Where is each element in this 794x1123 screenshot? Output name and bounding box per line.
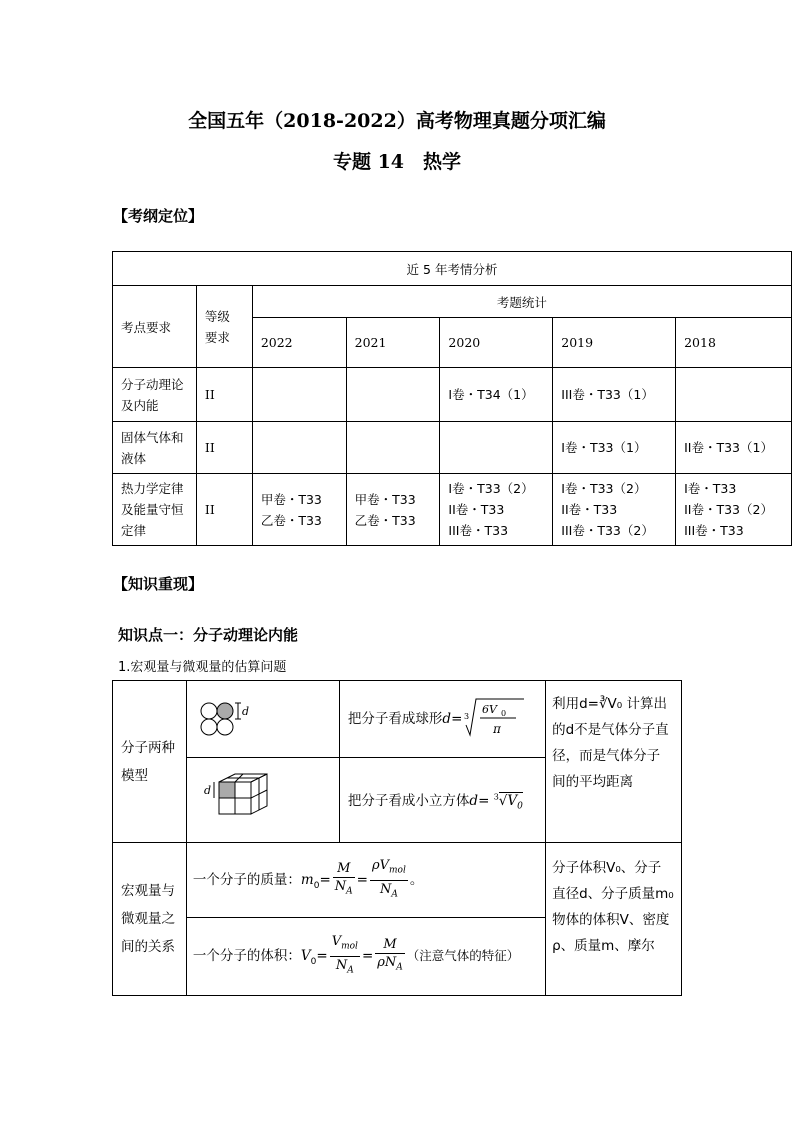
stat-cell bbox=[676, 368, 792, 422]
stat-cell bbox=[346, 474, 440, 546]
model-label-cell: 分子两种模型 bbox=[113, 681, 187, 843]
level-cell: II bbox=[196, 422, 252, 474]
stat-cell bbox=[676, 474, 792, 546]
model-note-cell bbox=[546, 681, 682, 843]
stat-cell bbox=[676, 422, 792, 474]
stat-cell bbox=[553, 368, 676, 422]
stat-cell bbox=[440, 422, 553, 474]
svg-text:6V: 6V bbox=[482, 703, 498, 716]
level-cell: II bbox=[196, 474, 252, 546]
stat-entry: 甲卷・T33 bbox=[260, 491, 322, 507]
topic-cell: 分子动理论及内能 bbox=[113, 368, 197, 422]
section-heading-exam-outline: 【考纲定位】 bbox=[113, 207, 204, 225]
year-header: 2019 bbox=[553, 318, 676, 368]
svg-text:0: 0 bbox=[501, 709, 507, 718]
stat-entry: II卷・T33（1） bbox=[684, 440, 773, 455]
stat-cell bbox=[553, 422, 676, 474]
stat-entry: Ⅰ卷・T33（1） bbox=[561, 440, 647, 455]
table-caption: 近 5 年考情分析 bbox=[113, 252, 792, 286]
stat-cell bbox=[440, 474, 553, 546]
stat-entry: 甲卷・T33 bbox=[354, 491, 416, 507]
stat-entry: II卷・T33 bbox=[448, 502, 505, 517]
sphere-text: 把分子看成球形 bbox=[347, 711, 443, 727]
stat-entry: III卷・T33（2） bbox=[561, 523, 654, 538]
sphere-formula-cell: 把分子看成球形d= 3 6V 0 π bbox=[339, 681, 545, 758]
mass-formula-cell: 一个分子的质量：$m_0=$ $\frac{M}{N_A}$ = $\frac{\rho V_{mol}}{N_A}$ 。 bbox=[186, 843, 545, 918]
topic-cell: 热力学定律及能量守恒定律 bbox=[113, 474, 197, 546]
diagram-d-label: d bbox=[241, 705, 249, 718]
cube-formula-cell: 把分子看成小立方体$d= ^3√V_0$ bbox=[339, 758, 545, 843]
relation-note: 分子体积V₀、分子直径d、分子质量m₀物体的体积V、密度ρ、质量m、摩尔 bbox=[552, 860, 674, 954]
year-header: 2022 bbox=[252, 318, 346, 368]
stat-cell bbox=[252, 368, 346, 422]
document-title: 全国五年（2018-2022）高考物理真题分项汇编 bbox=[188, 110, 606, 132]
relation-note-cell bbox=[546, 843, 682, 996]
model-note: 利用d=∛V₀ 计算出的d不是气体分子直径，而是气体分子间的平均距离 bbox=[552, 696, 669, 790]
stat-cell bbox=[346, 422, 440, 474]
exam-analysis-table bbox=[112, 251, 792, 546]
stat-entry: Ⅰ卷・T33 bbox=[684, 481, 737, 496]
stat-entry: Ⅰ卷・T33（2） bbox=[448, 481, 534, 496]
document-subtitle: 专题 14 热学 bbox=[332, 151, 462, 173]
svg-text:3: 3 bbox=[464, 712, 470, 721]
stat-cell bbox=[252, 474, 346, 546]
stat-cell bbox=[553, 474, 676, 546]
stat-entry: III卷・T33 bbox=[448, 523, 509, 538]
year-header: 2020 bbox=[440, 318, 553, 368]
table-row bbox=[113, 368, 792, 422]
volume-text: 一个分子的体积： bbox=[192, 948, 301, 965]
cube-diagram-cell bbox=[186, 758, 339, 843]
stat-entry: II卷・T33（2） bbox=[684, 502, 773, 517]
header-level: 等级要求 bbox=[196, 286, 252, 368]
stat-cell bbox=[252, 422, 346, 474]
stat-cell bbox=[346, 368, 440, 422]
table-row bbox=[113, 422, 792, 474]
sphere-diagram-cell bbox=[186, 681, 339, 758]
stat-entry: Ⅰ卷・T33（2） bbox=[561, 481, 647, 496]
knowledge-subtitle: 1.宏观量与微观量的估算问题 bbox=[118, 660, 287, 675]
molecule-model-table bbox=[112, 680, 682, 996]
level-cell: II bbox=[196, 368, 252, 422]
cube-d-label: d bbox=[203, 784, 211, 797]
svg-text:π: π bbox=[493, 722, 502, 736]
volume-note: （注意气体的特征） bbox=[406, 948, 520, 964]
stat-entry: Ⅰ卷・T34（1） bbox=[448, 387, 534, 402]
section-heading-knowledge: 【知识重现】 bbox=[113, 575, 204, 593]
year-header: 2021 bbox=[346, 318, 440, 368]
stat-entry: 乙卷・T33 bbox=[354, 512, 416, 528]
cube-model-diagram bbox=[187, 758, 339, 838]
mass-text: 一个分子的质量： bbox=[192, 872, 301, 888]
knowledge-point-title: 知识点一：分子动理论内能 bbox=[118, 626, 299, 644]
topic-cell: 固体气体和液体 bbox=[113, 422, 197, 474]
stat-entry: III卷・T33 bbox=[684, 523, 744, 538]
stat-entry: 乙卷・T33 bbox=[260, 512, 322, 528]
year-header: 2018 bbox=[676, 318, 792, 368]
stat-entry: II卷・T33 bbox=[561, 502, 618, 517]
sphere-formula bbox=[462, 695, 524, 739]
relation-label-cell: 宏观量与微观量之间的关系 bbox=[113, 843, 187, 996]
sphere-model-diagram bbox=[187, 681, 339, 753]
stat-cell bbox=[440, 368, 553, 422]
volume-formula-cell: 一个分子的体积：$V_0=$ $\frac{V_{mol}}{N_A}$ = $\frac{M}{\rho N_A}$ （注意气体的特征） bbox=[186, 918, 545, 996]
table-row bbox=[113, 474, 792, 546]
header-stats: 考题统计 bbox=[252, 286, 791, 318]
stat-entry: III卷・T33（1） bbox=[561, 387, 654, 402]
header-topic: 考点要求 bbox=[113, 286, 197, 368]
cube-text: 把分子看成小立方体 bbox=[347, 792, 470, 809]
